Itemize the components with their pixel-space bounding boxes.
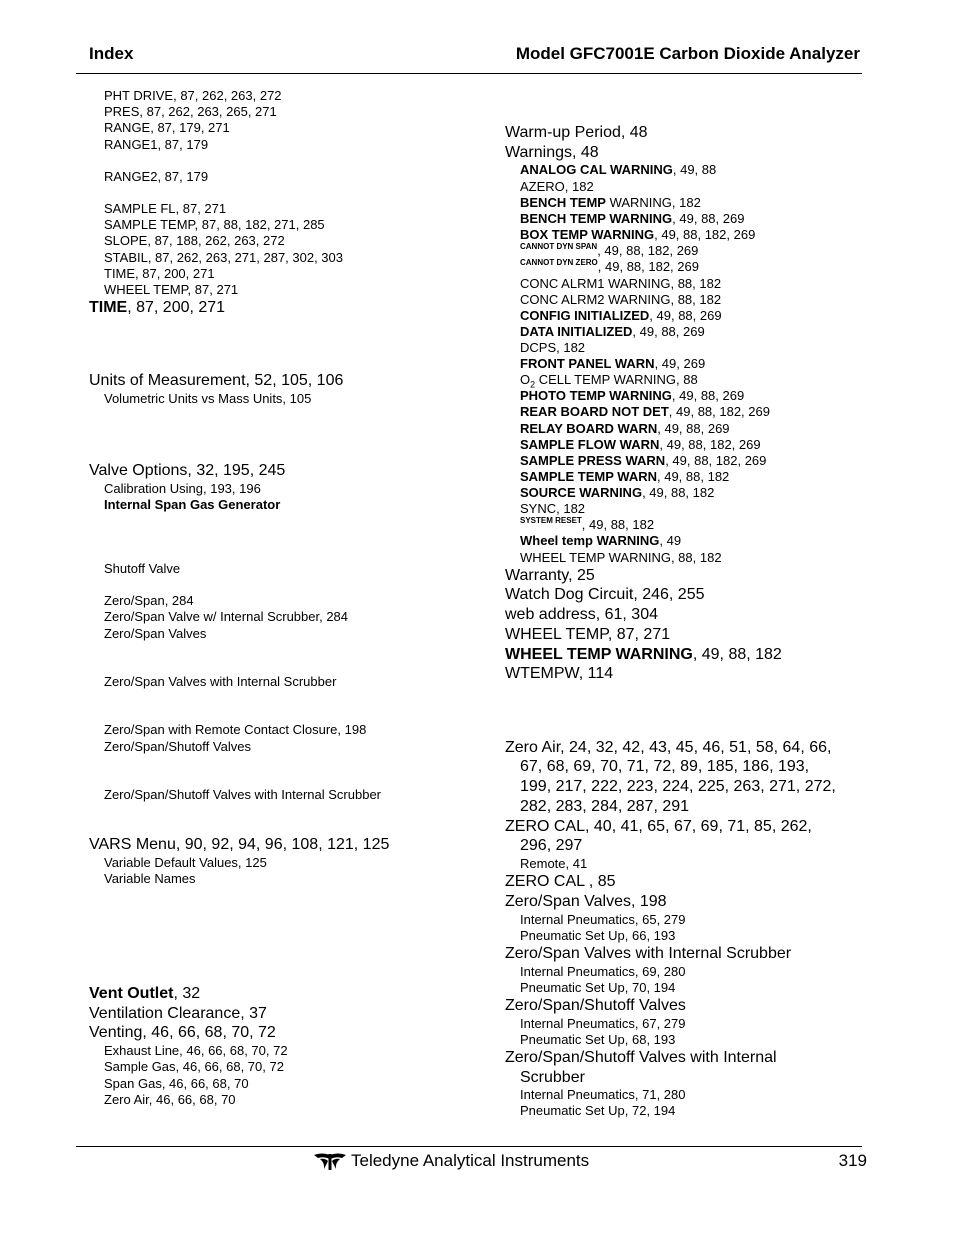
entry-text: SAMPLE PRESS WARN [520,453,666,468]
index-entry [89,1024,276,1042]
index-subentry [520,259,699,274]
entry-text: CANNOT DYN ZERO [520,258,598,267]
index-subentry [520,195,701,210]
index-entry [505,1049,777,1067]
entry-text: SOURCE WARNING [520,485,643,500]
index-subentry [520,1087,686,1102]
index-subentry [104,1059,284,1074]
entry-text: Zero/Span, 284 [104,593,194,608]
index-subentry [520,340,585,355]
entry-text: PHOTO TEMP WARNING [520,388,672,403]
index-entry [505,144,599,162]
index-subentry [520,1103,675,1118]
index-subentry [520,162,716,177]
entry-text: Internal Pneumatics, 65, 279 [520,912,686,927]
index-entry [89,836,389,854]
entry-text: WHEEL TEMP WARNING [505,646,693,663]
index-subentry [520,856,587,871]
index-subentry [520,292,721,307]
entry-text: Internal Pneumatics, 69, 280 [520,964,686,979]
index-subentry [520,980,675,995]
index-entry [505,124,648,142]
header-document-title: Model GFC7001E Carbon Dioxide Analyzer [515,44,860,63]
header-section-title: Index [89,44,134,63]
entry-text: WARNING, 182 [605,195,701,210]
entry-text: SYNC, 182 [520,501,586,516]
footer-company-name: Teledyne Analytical Instruments [351,1151,590,1170]
entry-text: , 49, 88, 182, 269 [597,259,699,274]
index-subentry [104,137,208,152]
entry-text: TIME [89,299,128,316]
entry-text: Internal Pneumatics, 67, 279 [520,1016,686,1031]
index-subentry [520,533,681,548]
entry-text: , 87, 200, 271 [127,299,226,316]
index-subentry [104,104,277,119]
index-subentry [104,787,381,802]
entry-text: , 49, 88, 182, 269 [659,437,761,452]
entry-text: RELAY BOARD WARN [520,421,658,436]
entry-text: SAMPLE TEMP WARN [520,469,657,484]
index-subentry [520,964,686,979]
index-subentry [520,227,755,242]
index-subentry [104,201,226,216]
entry-text: web address, 61, 304 [505,606,658,623]
entry-text: , 49, 88, 269 [649,308,722,323]
entry-text: , 49, 88, 182 [642,485,715,500]
index-subentry [104,169,208,184]
entry-text: Zero Air, 46, 66, 68, 70 [104,1092,236,1107]
entry-text: TIME, 87, 200, 271 [104,266,215,281]
entry-text: VARS Menu, 90, 92, 94, 96, 108, 121, 125 [89,836,390,853]
entry-text: Zero/Span Valves with Internal Scrubber [104,674,337,689]
index-subentry [104,120,230,135]
entry-text: Span Gas, 46, 66, 68, 70 [104,1076,249,1091]
entry-text: , 49, 88, 269 [632,324,705,339]
entry-text: , 49, 88 [672,162,717,177]
entry-text: Zero/Span Valves [104,626,207,641]
index-subentry [520,501,585,516]
index-entry [505,997,686,1015]
index-subentry [104,1076,249,1091]
index-subentry [520,356,705,371]
index-subentry [520,1016,686,1031]
index-subentry [520,324,705,339]
index-entry [505,893,667,911]
entry-text: SAMPLE FL, 87, 271 [104,201,227,216]
entry-text: WHEEL TEMP WARNING, 88, 182 [520,550,722,565]
entry-text: CELL TEMP WARNING, 88 [535,372,698,387]
index-subentry [104,1092,236,1107]
entry-text: , 49, 88, 182 [692,646,782,663]
entry-text: RANGE, 87, 179, 271 [104,120,230,135]
entry-text: Wheel temp WARNING [520,533,660,548]
index-subentry [520,469,729,484]
index-subentry [520,550,722,565]
entry-text: Zero/Span Valve w/ Internal Scrubber, 284 [104,609,349,624]
index-subentry [520,179,594,194]
teledyne-logo-icon [313,1151,347,1171]
entry-text: Scrubber [520,1069,585,1086]
entry-text: Pneumatic Set Up, 70, 194 [520,980,676,995]
index-entry [89,462,285,480]
index-subentry [104,871,196,886]
entry-text: SYSTEM RESET [520,516,582,525]
entry-text: WTEMPW, 114 [505,665,614,682]
entry-text: , 49, 88, 182, 269 [654,227,756,242]
index-subentry [520,437,761,452]
entry-text: 296, 297 [520,837,583,854]
footer-company [313,1151,589,1171]
index-subentry [520,388,744,403]
entry-text: Warnings, 48 [505,144,599,161]
entry-text: , 49, 88, 269 [672,211,745,226]
entry-text: Remote, 41 [520,856,588,871]
index-entry [505,665,613,683]
index-subentry [520,928,675,943]
entry-text: DCPS, 182 [520,340,586,355]
index-subentry [104,674,336,689]
entry-text: 199, 217, 222, 223, 224, 225, 263, 271, 272, [520,778,836,795]
entry-text: Variable Default Values, 125 [104,855,267,870]
entry-text: , 49, 88, 269 [657,421,730,436]
entry-text: Internal Pneumatics, 71, 280 [520,1087,686,1102]
index-subentry [520,308,722,323]
entry-text: Warm-up Period, 48 [505,124,648,141]
index-subentry [104,250,343,265]
entry-text: , 49, 269 [654,356,706,371]
index-subentry [520,517,654,532]
entry-text: Venting, 46, 66, 68, 70, 72 [89,1024,276,1041]
entry-text: 2 [530,379,536,390]
entry-text: FRONT PANEL WARN [520,356,655,371]
index-subentry [104,266,215,281]
entry-text: BENCH TEMP WARNING [520,211,673,226]
footer-divider [76,1146,862,1147]
entry-text: CONC ALRM1 WARNING, 88, 182 [520,276,722,291]
entry-text: Pneumatic Set Up, 72, 194 [520,1103,676,1118]
entry-text: , 49, 88, 182, 269 [668,404,770,419]
entry-text: PHT DRIVE, 87, 262, 263, 272 [104,88,282,103]
entry-text: Zero/Span Valves, 198 [505,893,667,910]
index-subentry [104,593,194,608]
entry-text: Pneumatic Set Up, 66, 193 [520,928,676,943]
index-subentry [520,421,730,436]
entry-text: O [520,372,531,387]
entry-text: , 49, 88, 182, 269 [597,243,699,258]
index-entry [520,758,809,776]
entry-text: Zero/Span Valves with Internal Scrubber [505,945,792,962]
entry-text: , 32 [173,985,201,1002]
entry-text: CANNOT DYN SPAN [520,242,598,251]
entry-text: Warranty, 25 [505,567,595,584]
entry-text: AZERO, 182 [520,179,594,194]
index-subentry [104,217,325,232]
entry-text: ANALOG CAL WARNING [520,162,673,177]
entry-text: DATA INITIALIZED [520,324,633,339]
index-entry [520,778,836,796]
index-subentry [520,372,698,390]
entry-text: , 49, 88, 182, 269 [665,453,767,468]
entry-text: SAMPLE FLOW WARN [520,437,660,452]
entry-text: REAR BOARD NOT DET [520,404,669,419]
index-subentry [520,404,770,419]
index-subentry [104,722,366,737]
entry-text: Vent Outlet [89,985,174,1002]
index-entry [520,798,689,816]
page-number: 319 [838,1151,867,1170]
entry-text: , 49 [659,533,682,548]
index-subentry [104,626,206,641]
index-entry [505,606,658,624]
entry-text: Watch Dog Circuit, 246, 255 [505,586,705,603]
entry-text: , 49, 88, 182 [657,469,730,484]
index-entry [505,586,705,604]
entry-text: RANGE1, 87, 179 [104,137,209,152]
entry-text: , 49, 88, 269 [671,388,745,403]
entry-text: Zero/Span/Shutoff Valves [505,997,686,1014]
index-subentry [104,561,180,576]
index-entry [505,567,595,585]
index-subentry [104,391,311,406]
index-subentry [104,1043,288,1058]
index-entry [505,646,782,664]
entry-text: Zero/Span/Shutoff Valves with Internal [505,1049,777,1066]
index-entry [505,739,831,757]
index-entry [505,873,616,891]
entry-text: Exhaust Line, 46, 66, 68, 70, 72 [104,1043,288,1058]
entry-text: ZERO CAL , 85 [505,873,616,890]
entry-text: Zero/Span/Shutoff Valves [104,739,251,754]
header-divider [76,73,862,74]
entry-text: SLOPE, 87, 188, 262, 263, 272 [104,233,285,248]
entry-text: Ventilation Clearance, 37 [89,1005,267,1022]
entry-text: Variable Names [104,871,196,886]
entry-text: Zero/Span/Shutoff Valves with Internal Scrubber [104,787,382,802]
entry-text: Volumetric Units vs Mass Units, 105 [104,391,312,406]
index-subentry [104,88,282,103]
index-subentry [520,1032,675,1047]
entry-text: , 49, 88, 182 [581,517,655,532]
entry-text: PRES, 87, 262, 263, 265, 271 [104,104,277,119]
index-subentry [520,276,721,291]
entry-text: Pneumatic Set Up, 68, 193 [520,1032,676,1047]
index-subentry [104,609,348,624]
index-entry [505,945,791,963]
index-entry [505,818,812,836]
entry-text: WHEEL TEMP, 87, 271 [505,626,671,643]
entry-text: ZERO CAL, 40, 41, 65, 67, 69, 71, 85, 262, [505,818,812,835]
entry-text: Shutoff Valve [104,561,181,576]
index-entry [89,299,225,317]
entry-text: Sample Gas, 46, 66, 68, 70, 72 [104,1059,284,1074]
index-entry [520,837,582,855]
entry-text: CONFIG INITIALIZED [520,308,650,323]
entry-text: SAMPLE TEMP, 87, 88, 182, 271, 285 [104,217,325,232]
entry-text: BENCH TEMP [520,195,606,210]
entry-text: Valve Options, 32, 195, 245 [89,462,286,479]
index-subentry [104,855,267,870]
index-subentry [104,481,261,496]
index-subentry [104,282,238,297]
entry-text: STABIL, 87, 262, 263, 271, 287, 302, 303 [104,250,343,265]
index-subentry [104,497,280,512]
entry-text: Internal Span Gas Generator [104,497,281,512]
entry-text: Zero Air, 24, 32, 42, 43, 45, 46, 51, 58, 64, 66, [505,739,832,756]
entry-text: RANGE2, 87, 179 [104,169,209,184]
index-entry [89,1005,267,1023]
index-subentry [520,211,744,226]
entry-text: 67, 68, 69, 70, 71, 72, 89, 185, 186, 193, [520,758,810,775]
index-subentry [520,453,766,468]
index-subentry [520,912,686,927]
index-entry [520,1069,585,1087]
entry-text: CONC ALRM2 WARNING, 88, 182 [520,292,722,307]
entry-text: Calibration Using, 193, 196 [104,481,261,496]
index-entry [505,626,670,644]
entry-text: WHEEL TEMP, 87, 271 [104,282,239,297]
index-entry [89,372,343,390]
index-subentry [104,233,285,248]
index-entry [89,985,200,1003]
entry-text: Units of Measurement, 52, 105, 106 [89,372,344,389]
entry-text: BOX TEMP WARNING [520,227,655,242]
entry-text: Zero/Span with Remote Contact Closure, 198 [104,722,367,737]
index-subentry [520,243,698,258]
entry-text: 282, 283, 284, 287, 291 [520,798,690,815]
index-subentry [104,739,251,754]
index-subentry [520,485,714,500]
